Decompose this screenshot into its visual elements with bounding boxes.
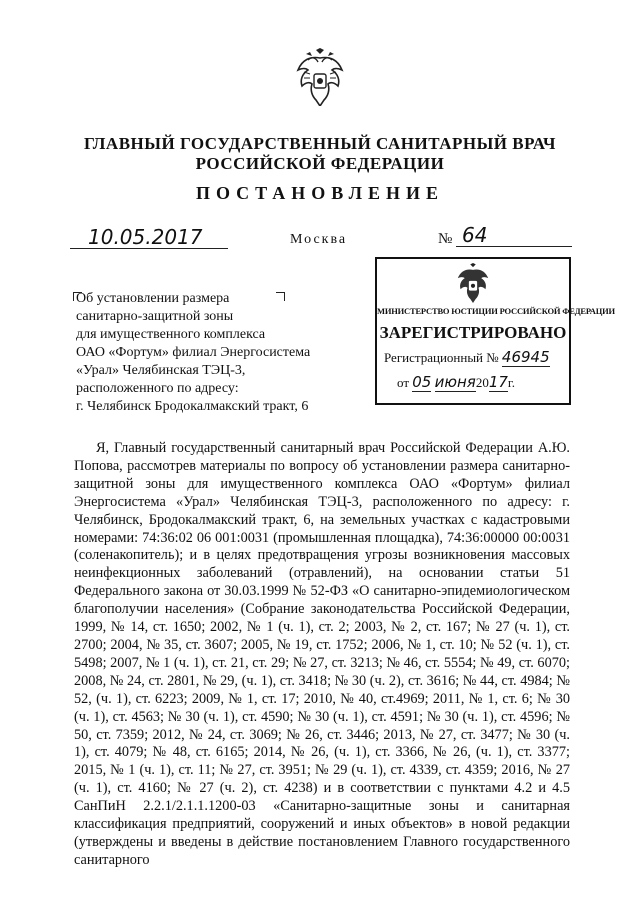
registration-stamp — [375, 257, 615, 405]
stamp-date-month: июня — [434, 373, 476, 391]
document-number: 64 — [456, 224, 572, 247]
stamp-date-suffix: г. — [507, 375, 516, 390]
stamp-ministry: МИНИСТЕРСТВО ЮСТИЦИИ РОССИЙСКОЙ ФЕДЕРАЦИИ — [377, 306, 615, 316]
subject-line: «Урал» Челябинская ТЭЦ-3, — [76, 363, 246, 378]
document-subject — [76, 290, 316, 416]
subject-line: санитарно-защитной зоны — [76, 309, 234, 324]
stamp-date-prefix: от — [397, 375, 410, 390]
subject-line: Об установлении размера — [76, 291, 230, 306]
document-city: Москва — [290, 232, 348, 247]
stamp-reg-label: Регистрационный № — [384, 350, 499, 365]
stamp-registration — [384, 348, 550, 366]
subject-line: расположенного по адресу: — [76, 381, 239, 396]
body-paragraph: Я, Главный государственный санитарный врач Российской Федерации А.Ю. Попова, рассмотрев материалы по вопросу об установлении размера санитарно-защитной зоны для имущественного комплекса ОАО «Фортум» филиал Энергосистема «Урал» Челябинская ТЭЦ-3, расположенного по адресу: г. Челябинск, Бродокалмакский тракт, 6, на земельных участках с кадастровыми номерами: 74:36:02 06 001:0031 (промышленная площадка), 74:36:00000 00:0031 (соленакопитель); и в целях предотвращения угрозы возникновения массовых неинфекционных заболеваний (отравлений), на основании статьи 51 Федерального закона от 30.03.1999 № 52-ФЗ «О санитарно-эпидемиологическом благополучии населения» (Собрание законодательства Российской Федерации, 1999, № 14, ст. 1650; 2002, № 1 (ч. 1), ст. 2; 2003, № 2, ст. 167; № 27 (ч. 1), ст. 2700; 2004, № 35, ст. 3607; 2005, № 19, ст. 1752; 2006, № 1, ст. 10; № 52 (ч. 1), ст. 5498; 2007, № 1 (ч. 1), ст. 21, ст. 29; № 27, ст. 3213; № 46, ст. 5554; № 49, ст. 6070; 2008, № 24, ст. 2801, № 29, (ч. 1), ст. 3418; № 30 (ч. 2), ст. 3616; № 44, ст. 4984; № 52, (ч. 1), ст. 6223; 2009, № 1, ст. 17; 2010, № 40, ст.4969; 2011, № 1, ст. 6; № 30 (ч. 1), ст. 4563; № 30 (ч. 1), ст. 4590; № 30 (ч. 1), ст. 4591; № 30 (ч. 1), ст. 4596; № 50, ст. 7359; 2012, № 24, ст. 3069; № 26, ст. 3446; 2013, № 27, ст. 3477; № 30 (ч. 1), ст. 4079; № 48, ст. 6165; 2014, № 26, (ч. 1), ст. 3366, № 26, (ч. 1), ст. 3377; 2015, № 1 (ч. 1), ст. 11; № 27, ст. 3951; № 29 (ч. 1), ст. 4339, ст. 4359; 2016, № 27 (ч. 1), ст. 4160; № 27 (ч. 2), ст. 4238) и в соответствии с пунктами 4.2 и 4.5 СанПиН 2.2.1/2.1.1.1200-03 «Санитарно-защитные зоны и санитарная классификация предприятий, сооружений и иных объектов» в новой редакции (утверждены и введены в действие постановлением Главного государственного санитарного — [74, 440, 570, 868]
document-body — [74, 440, 570, 870]
issuer-line-1: ГЛАВНЫЙ ГОСУДАРСТВЕННЫЙ САНИТАРНЫЙ ВРАЧ — [84, 134, 556, 153]
document-date: 10.05.2017 — [70, 226, 228, 249]
stamp-status: ЗАРЕГИСТРИРОВАНО — [379, 323, 567, 342]
stamp-date-year-suffix: 17 — [488, 373, 508, 391]
stamp-reg-number: 46945 — [501, 348, 550, 366]
document-type: ПОСТАНОВЛЕНИЕ — [195, 183, 445, 203]
stamp-date-day: 05 — [412, 373, 432, 391]
stamp-coat-of-arms-icon — [456, 263, 490, 303]
number-label: № — [438, 231, 453, 247]
subject-line: г. Челябинск Бродокалмакский тракт, 6 — [76, 399, 309, 414]
subject-line: для имущественного комплекса — [76, 327, 266, 342]
stamp-date — [397, 373, 515, 391]
issuer-line-2: РОССИЙСКОЙ ФЕДЕРАЦИИ — [195, 154, 445, 173]
stamp-date-year-prefix: 20 — [475, 375, 489, 390]
coat-of-arms-icon — [296, 48, 344, 106]
subject-line: ОАО «Фортум» филиал Энергосистема — [76, 345, 311, 360]
